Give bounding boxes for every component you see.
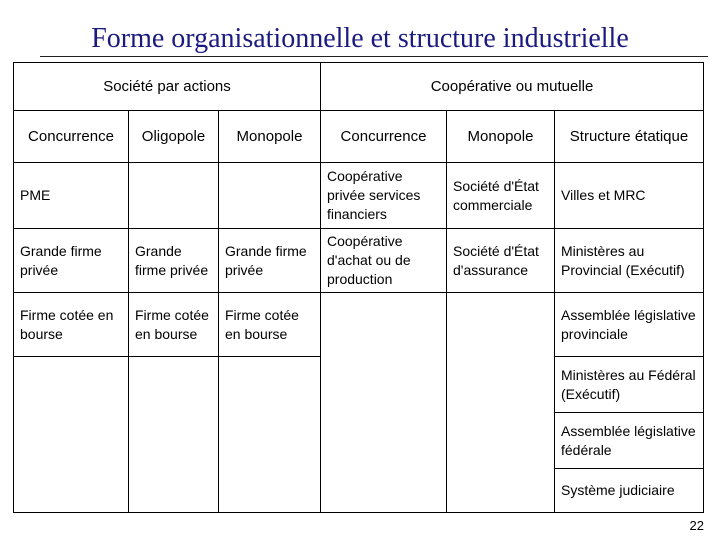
column-header: Concurrence [321,111,447,163]
table-cell: Firme cotée en bourse [129,293,219,357]
table-cell: Villes et MRC [555,163,704,229]
table-cell: Ministères au Fédéral (Exécutif) [555,357,704,413]
table-cell: Ministères au Provincial (Exécutif) [555,229,704,293]
table-cell: Grande firme privée [219,229,321,293]
organization-table [13,62,704,513]
table-row [14,293,704,357]
table-cell [219,163,321,229]
table-cell [447,293,555,513]
table-cell [129,163,219,229]
table-row [14,163,704,229]
table-cell: Système judiciaire [555,469,704,513]
column-header: Oligopole [129,111,219,163]
table-cell: Grande firme privée [129,229,219,293]
table-cell: Firme cotée en bourse [14,293,129,357]
page-title: Forme organisationnelle et structure industrielle [91,23,629,54]
table-cell [219,357,321,513]
column-header: Monopole [447,111,555,163]
title-divider [40,56,708,57]
column-header: Structure étatique [555,111,704,163]
table-cell: Coopérative privée services financiers [321,163,447,229]
table-cell: Assemblée législative provinciale [555,293,704,357]
table-cell: Société d'État d'assurance [447,229,555,293]
group-header-societe: Société par actions [14,63,321,111]
page-number: 22 [689,518,704,533]
group-header-cooperative: Coopérative ou mutuelle [321,63,704,111]
table-cell: Grande firme privée [14,229,129,293]
table-cell [321,293,447,513]
column-header: Monopole [219,111,321,163]
table-cell: Société d'État commerciale [447,163,555,229]
table-cell [14,357,129,513]
table-cell: PME [14,163,129,229]
table-cell: Coopérative d'achat ou de production [321,229,447,293]
table-row [14,229,704,293]
column-header: Concurrence [14,111,129,163]
table-cell [129,357,219,513]
table-cell: Firme cotée en bourse [219,293,321,357]
table-cell: Assemblée législative fédérale [555,413,704,469]
